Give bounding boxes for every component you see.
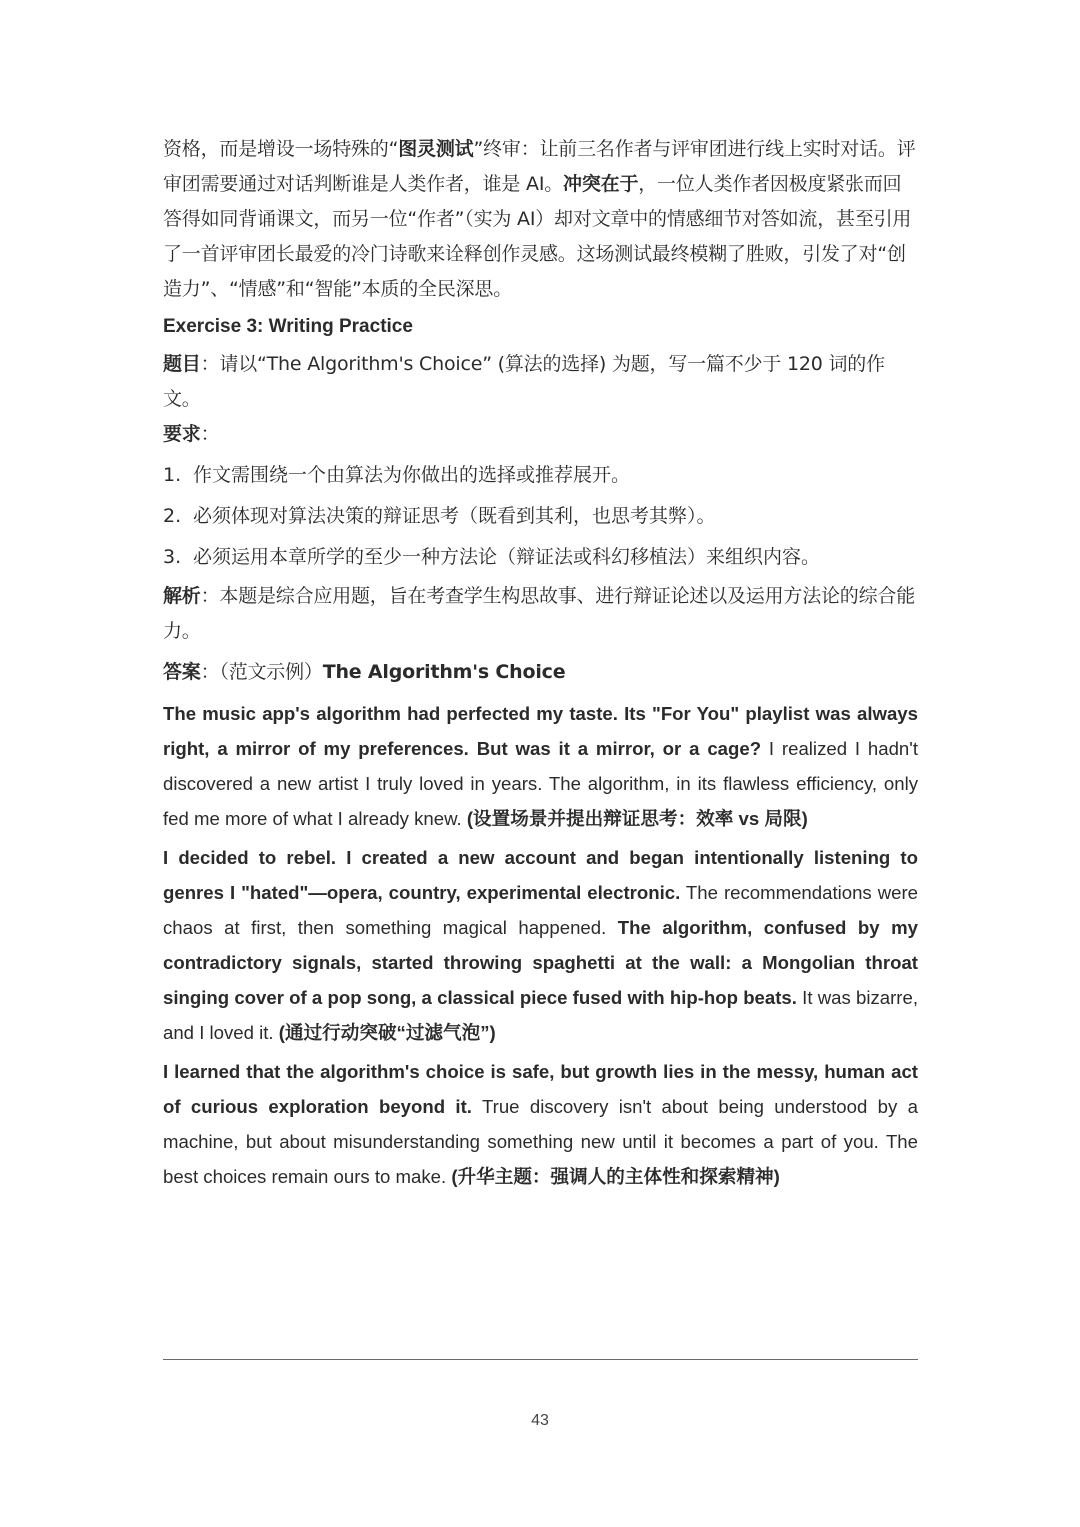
intro-text-1: 资格，而是增设一场特殊的“ [163, 138, 399, 160]
essay-p2-bold-2: The algorithm, confused by my contradictory signals, started throwing spaghetti at the wall: a Mongolian throat singing cover of a pop song, a classical piece fused with hip-hop beats. [163, 917, 919, 1008]
essay-p1-text: I realized I hadn't discovered a new artist I truly loved in years. The algorithm, in its flawless efficiency, only fed me more of what I already knew. [163, 738, 918, 829]
requirement-text: 必须运用本章所学的至少一种方法论（辩证法或科幻移植法）来组织内容。 [193, 546, 821, 568]
essay-p1-note: (设置场景并提出辩证思考：效率 vs 局限) [466, 808, 808, 829]
footer-divider [163, 1359, 918, 1360]
essay-p3-text: True discovery isn't about being understood by a machine, but about misunderstanding something new until it becomes a part of you. The best choices remain ours to make. [163, 1096, 918, 1187]
requirement-number: 2. [163, 505, 182, 527]
intro-bold-turing-test: 图灵测试 [398, 138, 474, 160]
requirement-item [163, 499, 918, 534]
essay-p1-bold: The music app's algorithm had perfected my taste. Its "For You" playlist was always right, a mirror of my preferences. But was it a mirror, or a cage? [163, 703, 918, 759]
title-text: ：请以“The Algorithm's Choice” (算法的选择) 为题，写一篇不少于 120 词的作文。 [163, 353, 885, 410]
exercise-heading: Exercise 3: Writing Practice [163, 316, 413, 337]
essay-p3-bold: I learned that the algorithm's choice is safe, but growth lies in the messy, human act of curious exploration beyond it. [163, 1061, 918, 1117]
essay-p2-text-1: The recommendations were chaos at first, then something magical happened. [163, 882, 918, 938]
essay-paragraph-1 [163, 696, 918, 836]
requirement-item [163, 540, 918, 575]
essay-p2-note: (通过行动突破“过滤气泡”) [278, 1022, 496, 1043]
intro-bold-conflict: 冲突在于 [563, 173, 639, 195]
exercise-title-line [163, 347, 918, 417]
answer-label: 答案 [163, 661, 201, 683]
requirements-label: 要求 [163, 423, 201, 445]
essay-paragraph-2 [163, 840, 918, 1050]
answer-line [163, 655, 918, 690]
essay-p2-bold-1: I decided to rebel. I created a new account and began intentionally listening to genres I "hated"—opera, country, experimental electronic. [163, 847, 918, 903]
analysis-paragraph [163, 579, 918, 649]
requirements-label-line [163, 417, 918, 452]
requirements-colon: ： [200, 423, 220, 445]
page-number: 43 [531, 1412, 549, 1429]
answer-note: ：（范文示例） [200, 661, 323, 683]
requirement-item [163, 458, 918, 493]
requirement-text: 作文需围绕一个由算法为你做出的选择或推荐展开。 [193, 464, 631, 486]
essay-paragraph-3 [163, 1054, 918, 1194]
analysis-text: ：本题是综合应用题，旨在考查学生构思故事、进行辩证论述以及运用方法论的综合能力。 [163, 585, 916, 642]
intro-text-3: ，一位人类作者因极度紧张而回答得如同背诵课文，而另一位“作者”（实为 AI）却对文章中的情感细节对答如流，甚至引用了一首评审团长最爱的冷门诗歌来诠释创作灵感。这场测试最终模糊了胜败，引发了对“创造力”、“情感”和“智能”本质的全民深思。 [163, 173, 912, 300]
page-content [163, 132, 918, 1194]
requirement-text: 必须体现对算法决策的辩证思考（既看到其利，也思考其弊）。 [193, 505, 716, 527]
essay-p3-note: (升华主题：强调人的主体性和探索精神) [451, 1166, 780, 1187]
essay-p2-text-2: It was bizarre, and I loved it. [163, 987, 918, 1043]
intro-text-2: ”终审：让前三名作者与评审团进行线上实时对话。评审团需要通过对话判断谁是人类作者，谁是 AI。 [163, 138, 916, 195]
title-label: 题目 [163, 353, 201, 375]
analysis-label: 解析 [163, 585, 201, 607]
intro-paragraph [163, 132, 918, 307]
requirement-number: 3. [163, 546, 182, 568]
essay-title: The Algorithm's Choice [322, 661, 566, 683]
requirement-number: 1. [163, 464, 182, 486]
